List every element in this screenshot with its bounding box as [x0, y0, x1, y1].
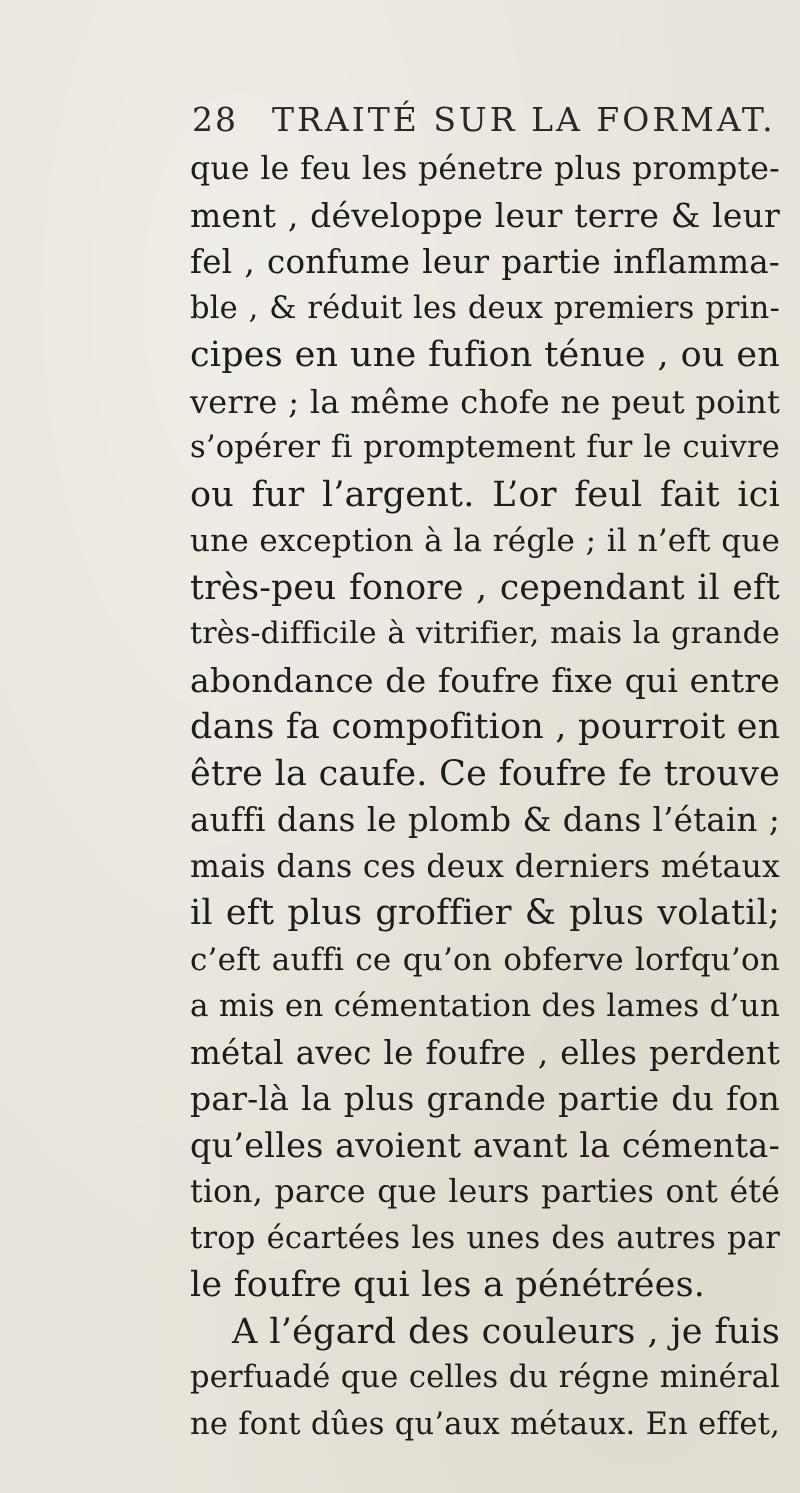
text-line: qu’elles avoient avant la cémenta- [190, 1125, 780, 1165]
text-line: il eft plus groffier & plus volatil; [190, 893, 780, 933]
text-line: être la caufe. Ce foufre fe trouve [190, 753, 780, 794]
text-line: A l’égard des couleurs , je fuis [232, 1311, 780, 1352]
running-head [192, 100, 776, 146]
text-line: ment , développe leur terre & leur [190, 195, 780, 235]
text-line: c’eft auffi ce qu’on obferve lorfqu’on [190, 941, 780, 978]
text-line: dans fa compofition , pourroit en [190, 707, 780, 747]
text-line: perfuadé que celles du régne minéral [190, 1360, 780, 1395]
text-line: ne font dûes qu’aux métaux. En effet, [190, 1406, 780, 1442]
text-line: abondance de foufre fixe qui entre [190, 660, 780, 700]
running-title: TRAITÉ SUR LA FORMAT. [272, 100, 776, 139]
text-line: s’opérer fi promptement fur le cuivre [190, 430, 780, 465]
text-line: métal avec le foufre , elles perdent [190, 1033, 780, 1072]
text-line: une exception à la régle ; il n’eft que [190, 523, 780, 559]
text-line: a mis en cémentation des lames d’un [190, 988, 780, 1024]
text-line: tion, parce que leurs parties ont été [190, 1174, 780, 1210]
text-line: auffi dans le plomb & dans l’étain ; [190, 801, 780, 839]
text-line: mais dans ces deux derniers métaux [190, 848, 780, 885]
body-text [190, 146, 780, 1448]
text-line: verre ; la même chofe ne peut point [190, 382, 780, 421]
text-line: par-là la plus grande partie du fon [190, 1079, 780, 1118]
text-line: que le feu les pénetre plus prompte- [190, 151, 780, 187]
text-line: fel , confume leur partie inflamma- [190, 243, 780, 281]
page-number: 28 [192, 100, 238, 139]
text-line: ou fur l’argent. L’or feul fait ici [190, 474, 780, 515]
text-line: le foufre qui les a pénétrées. [190, 1265, 706, 1305]
text-line: trop écartées les unes des autres par [190, 1220, 780, 1256]
text-line: ble , & réduit les deux premiers prin- [190, 290, 780, 326]
text-line: cipes en une fufion ténue , ou en [190, 335, 780, 375]
text-line: très-difficile à vitrifier, mais la grande [190, 616, 780, 651]
text-line: très-peu fonore , cependant il eft [190, 567, 780, 608]
